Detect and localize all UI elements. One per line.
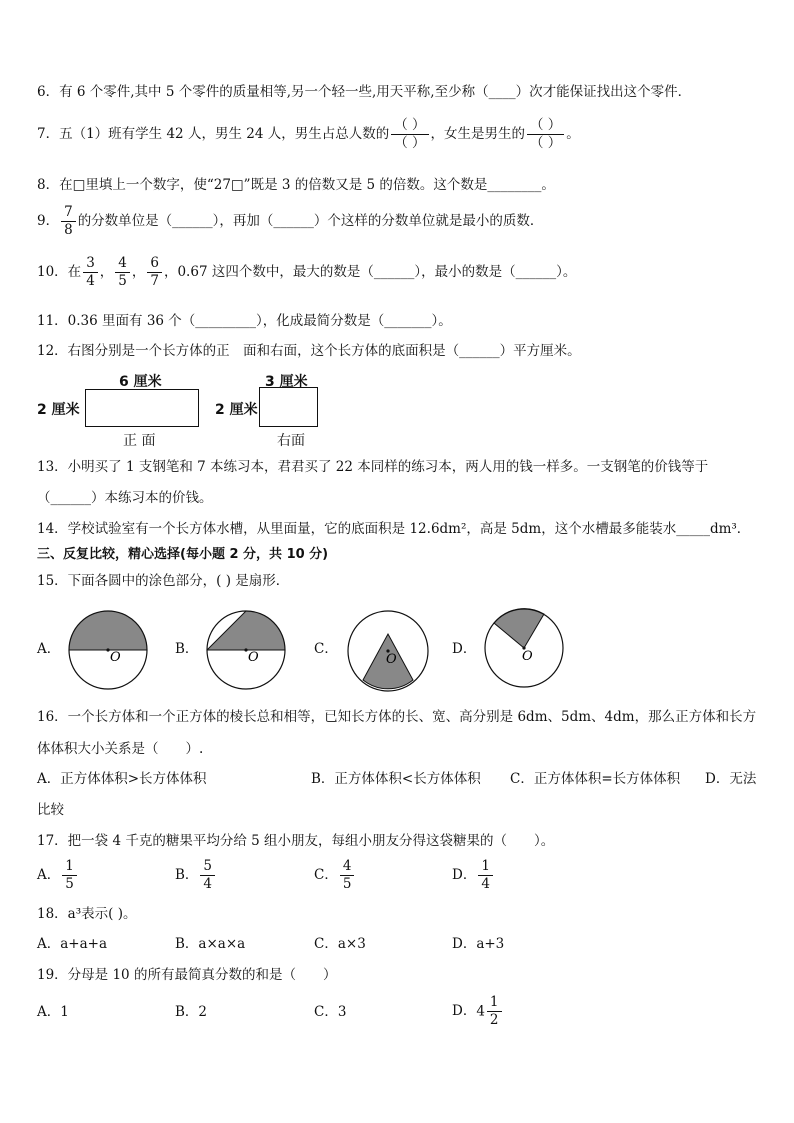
q9-fraction: $\frac{7}{8}$ [61,204,76,239]
question-19: 19．分母是 10 的所有最简真分数的和是（ ） [37,967,337,983]
q15-a-center-label: O [110,650,121,665]
q15-b-center-label: O [248,650,259,665]
q15-option-b-label: B． [175,641,199,657]
question-8: 8．在□里填上一个数字，使“27□”既是 3 的倍数又是 5 的倍数。这个数是________。 [37,177,555,193]
q16-option-d[interactable]: D．无法 [705,771,757,787]
q15-a-shaded-segment [69,611,147,650]
q12-figure [37,368,337,448]
q7-fraction-2: $\frac{( )}{( )}$ [527,117,564,152]
question-15: 15．下面各圆中的涂色部分，( ) 是扇形． [37,573,290,589]
q15-option-c-label: C． [314,641,338,657]
q18-option-c[interactable]: C．a×3 [314,936,366,952]
q16-option-a[interactable]: A．正方体体积>长方体体积 [37,771,207,787]
q19-option-b[interactable]: B．2 [175,1004,208,1020]
front-caption: 正 面 [123,433,156,449]
right-top-label: 3 厘米 [265,374,308,390]
question-18: 18．a³表示( )。 [37,906,137,922]
right-left-label: 2 厘米 [215,402,258,418]
q10-fraction-1: $\frac{3}{4}$ [83,255,98,290]
q16-option-c[interactable]: C．正方体体积=长方体体积 [510,771,681,787]
q17-option-a[interactable]: A． $\frac{1}{5}$ [37,858,79,893]
q17-option-c[interactable]: C． $\frac{4}{5}$ [314,858,356,893]
q10-fraction-2: $\frac{4}{5}$ [115,255,130,290]
question-6: 6．有 6 个零件,其中 5 个零件的质量相等,另一个轻一些,用天平称,至少称（____）次才能保证找出这个零件． [37,84,692,100]
q15-circle-d [482,606,566,690]
q19-option-a[interactable]: A．1 [37,1004,69,1020]
q15-d-center-label: O [522,649,533,664]
q10-fraction-3: $\frac{6}{7}$ [147,255,162,290]
front-face-rect [85,389,199,427]
q18-option-b[interactable]: B．a×a×a [175,936,246,952]
right-face-rect [259,387,318,427]
front-top-label: 6 厘米 [119,374,162,390]
q7-text-middle: ，女生是男生的 [430,126,525,142]
q15-b-shaded-region [207,611,285,650]
q17-option-b[interactable]: B． $\frac{5}{4}$ [175,858,217,893]
q7-text-before: 7．五（1）班有学生 42 人，男生 24 人，男生占总人数的 [37,126,390,142]
question-16-line-1: 16．一个长方体和一个正方体的棱长总和相等，已知长方体的长、宽、高分别是 6dm、5dm、4dm，那么正方体和长方 [37,709,757,725]
question-16-line-2: 体体积大小关系是（ ）. [37,741,204,757]
q16-option-b[interactable]: B．正方体体积<长方体体积 [311,771,481,787]
q15-option-a-label: A． [37,641,61,657]
q7-text-end: 。 [566,126,580,142]
question-14: 14．学校试验室有一个长方体水槽，从里面量，它的底面积是 12.6dm²，高是 5dm，这个水槽最多能装水_____dm³． [37,521,751,537]
question-7 [37,117,580,152]
q7-fraction-1: $\frac{( )}{( )}$ [391,117,428,152]
q16-option-d-continued: 比较 [37,802,64,818]
question-10: 10．在 $\frac{3}{4}$ ， $\frac{4}{5}$ ， $\frac{6}{7}$ ，0.67 这四个数中，最大的数是（______），最小的数是（______）。 [37,255,577,289]
section-3-title: 三、反复比较，精心选择(每小题 2 分，共 10 分) [37,547,329,562]
q19-option-d[interactable]: D．4 $\frac{1}{2}$ [452,994,504,1029]
q19-option-c[interactable]: C．3 [314,1004,347,1020]
question-13-line-1: 13．小明买了 1 支钢笔和 7 本练习本，君君买了 22 本同样的练习本，两人用的钱一样多。一支钢笔的价钱等于 [37,459,709,475]
q17-option-d[interactable]: D． $\frac{1}{4}$ [452,858,495,893]
question-9: 9． $\frac{7}{8}$ 的分数单位是（______），再加（______）个这样的分数单位就是最小的质数． [37,204,544,238]
right-caption: 右面 [277,433,305,449]
q15-c-center-label: O [386,652,397,667]
q15-circle-a [66,608,150,692]
question-11: 11．0.36 里面有 36 个（_________），化成最简分数是（_______）。 [37,313,452,329]
q18-option-a[interactable]: A．a+a+a [37,936,108,952]
q15-option-d-label: D． [452,641,477,657]
q18-option-d[interactable]: D．a+3 [452,936,505,952]
q15-circle-c [345,608,431,694]
question-13-line-2: （______）本练习本的价钱。 [37,490,213,506]
q15-d-shaded-sector [494,609,544,648]
q15-circle-b [204,608,288,692]
front-left-label: 2 厘米 [37,402,80,418]
question-12: 12．右图分别是一个长方体的正 面和右面，这个长方体的底面积是（______）平方厘米。 [37,343,581,359]
question-17: 17．把一袋 4 千克的糖果平均分给 5 组小朋友，每组小朋友分得这袋糖果的（ ）。 [37,833,555,849]
